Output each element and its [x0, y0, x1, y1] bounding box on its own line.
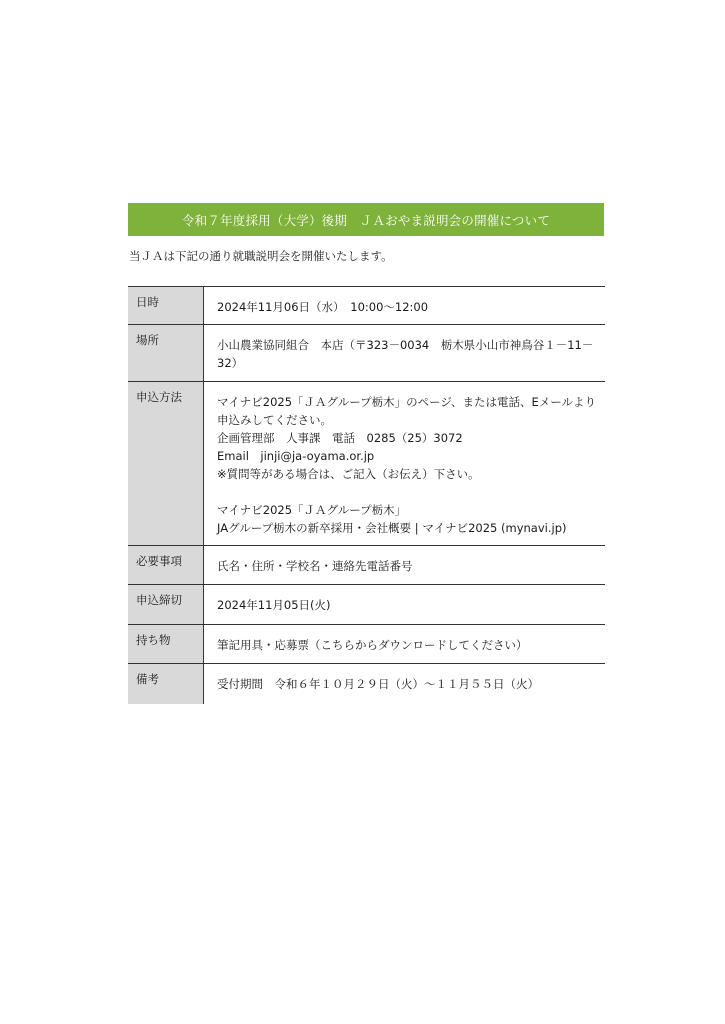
row-value-line: 受付期間 令和６年１０月２９日（火）～１１月５５日（火） [217, 677, 539, 691]
info-table [128, 286, 605, 704]
page-title-banner [128, 203, 604, 236]
row-label: 申込方法 [128, 382, 204, 545]
row-value-line: マイナビ2025「ＪＡグループ栃木」のページ、または電話、Eメールより [217, 395, 596, 409]
page-title: 令和７年度採用（大学）後期 ＪＡおやま説明会の開催について [181, 212, 551, 228]
table-row [128, 585, 605, 625]
table-row [128, 664, 605, 704]
row-value-line [217, 483, 597, 501]
row-value-line: 企画管理部 人事課 電話 0285（25）3072 [217, 431, 463, 445]
row-value [204, 664, 605, 704]
row-value-line: 申込みしてください。 [217, 413, 332, 427]
row-value [204, 325, 605, 381]
row-value-line: 筆記用具・応募票（こちらからダウンロードしてください） [217, 638, 528, 652]
row-value-line: ※質問等がある場合は、ご記入（お伝え）下さい。 [217, 467, 480, 481]
table-row [128, 287, 605, 325]
row-value-line: 氏名・住所・学校名・連絡先電話番号 [217, 559, 413, 573]
table-row [128, 625, 605, 664]
row-value-line: JAグループ栃木の新卒採用・会社概要 | マイナビ2025 (mynavi.jp) [217, 521, 567, 535]
row-value-line: 小山農業協同組合 本店（〒323－0034 栃木県小山市神鳥谷１－11－ [217, 338, 594, 352]
row-value [204, 546, 605, 584]
row-value-line: Email jinji@ja-oyama.or.jp [217, 449, 375, 463]
row-label: 日時 [128, 287, 204, 324]
row-value-line: 2024年11月06日（水） 10:00～12:00 [217, 300, 429, 314]
row-label: 持ち物 [128, 625, 204, 663]
row-label: 備考 [128, 664, 204, 704]
table-row [128, 382, 605, 546]
table-row [128, 325, 605, 382]
row-value [204, 382, 605, 545]
row-value-line: 32） [217, 356, 244, 370]
row-value-line: マイナビ2025「ＪＡグループ栃木」 [217, 503, 407, 517]
row-value [204, 287, 605, 324]
table-row [128, 546, 605, 585]
row-label: 申込締切 [128, 585, 204, 624]
row-value-line: 2024年11月05日(火) [217, 598, 331, 612]
row-label: 場所 [128, 325, 204, 381]
row-label: 必要事項 [128, 546, 204, 584]
row-value [204, 585, 605, 624]
intro-text: 当ＪＡは下記の通り就職説明会を開催いたします。 [129, 249, 393, 263]
row-value [204, 625, 605, 663]
